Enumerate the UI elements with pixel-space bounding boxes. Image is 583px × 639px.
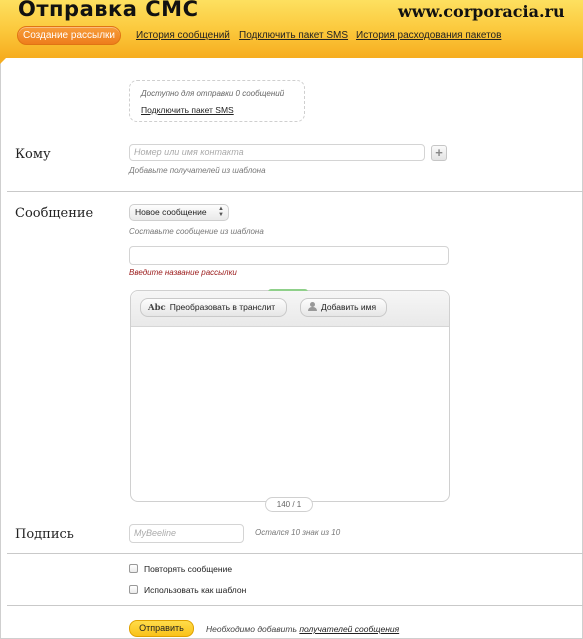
abc-icon: Abc — [148, 303, 166, 313]
use-as-template-option[interactable] — [129, 585, 246, 595]
repeat-message-checkbox[interactable] — [129, 564, 138, 573]
use-as-template-checkbox[interactable] — [129, 585, 138, 594]
mailing-name-error: Введите название рассылки — [129, 268, 237, 277]
chevron-updown-icon: ▲ ▼ — [218, 206, 224, 218]
plus-icon: + — [435, 145, 443, 160]
send-button[interactable]: Отправить — [129, 620, 194, 637]
tab-package-usage-history[interactable]: История расходования пакетов — [356, 30, 502, 41]
repeat-message-label: Повторять сообщение — [144, 564, 233, 574]
page-title: Отправка СМС — [18, 0, 199, 21]
divider — [7, 553, 583, 554]
person-icon — [308, 302, 317, 311]
character-counter: 140 / 1 — [265, 497, 313, 512]
recipient-input[interactable]: Номер или имя контакта — [129, 144, 425, 161]
recipient-template-hint[interactable]: Добавьте получателей из шаблона — [129, 166, 266, 175]
mailing-name-input[interactable] — [129, 246, 449, 265]
divider — [7, 191, 583, 192]
translit-button[interactable] — [140, 298, 287, 317]
site-watermark: www.corporacia.ru — [398, 2, 565, 21]
message-label: Сообщение — [15, 206, 94, 221]
message-editor — [130, 290, 450, 502]
tab-message-history[interactable]: История сообщений — [136, 30, 230, 41]
tab-connect-sms-package[interactable]: Подключить пакет SMS — [239, 30, 349, 41]
translit-button-label: Преобразовать в транслит — [169, 302, 276, 312]
add-recipients-link[interactable]: получателей сообщения — [299, 624, 400, 634]
signature-label: Подпись — [15, 527, 74, 542]
use-as-template-label: Использовать как шаблон — [144, 585, 247, 595]
divider — [7, 605, 583, 606]
balance-box — [129, 80, 305, 122]
send-note — [206, 624, 399, 634]
message-template-hint[interactable]: Составьте сообщение из шаблона — [129, 227, 264, 236]
add-recipient-button[interactable] — [431, 145, 447, 161]
signature-input[interactable]: MyBeeline — [129, 524, 244, 543]
add-name-button-label: Добавить имя — [321, 302, 377, 312]
connect-sms-package-link[interactable]: Подключить пакет SMS — [141, 105, 234, 115]
message-body-textarea[interactable] — [131, 328, 449, 500]
repeat-message-option[interactable] — [129, 564, 232, 574]
send-note-text: Необходимо добавить — [206, 624, 297, 634]
header-bar — [0, 0, 583, 58]
signature-remaining-text: Остался 10 знак из 10 — [255, 528, 341, 537]
message-template-select[interactable] — [129, 204, 229, 221]
available-messages-text: Доступно для отправки 0 сообщений — [141, 89, 285, 98]
to-label: Кому — [15, 147, 51, 162]
editor-toolbar — [131, 291, 449, 327]
tab-create-mailing[interactable]: Создание рассылки — [17, 26, 121, 45]
header-corner-decoration — [0, 58, 6, 64]
add-name-button[interactable] — [300, 298, 387, 317]
select-value: Новое сообщение — [135, 207, 207, 217]
